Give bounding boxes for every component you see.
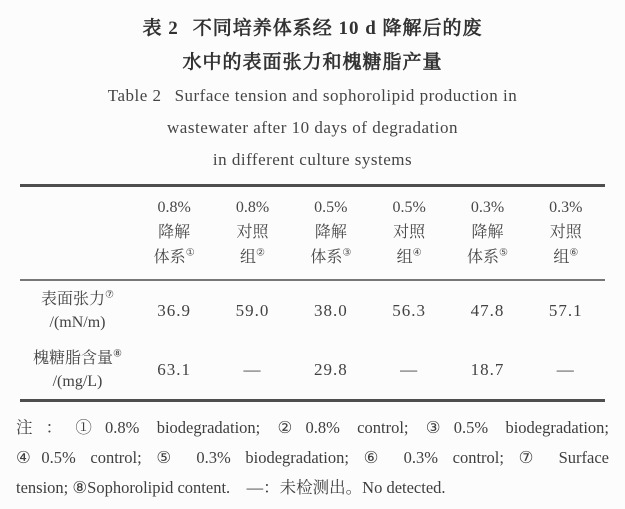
- table-title-en-line3: in different culture systems: [212, 150, 413, 169]
- row2-footnote-mark: ⑧: [113, 348, 122, 360]
- header-stub-cell: [20, 195, 135, 270]
- col1-group: [135, 245, 213, 270]
- table-title-en-text: Surface tension and sophorolipid production in: [174, 86, 518, 105]
- row2-unit: /(mg/L): [52, 372, 103, 390]
- col5-footnote-mark: ⑤: [499, 247, 508, 259]
- table-notes: [16, 413, 609, 503]
- col6-kind: 对照: [549, 224, 582, 241]
- col2-footnote-mark: ②: [256, 247, 265, 259]
- row2-label: [20, 347, 135, 393]
- header-cell-col4: [370, 195, 448, 270]
- col3-footnote-mark: ③: [342, 247, 352, 259]
- value-cell: 18.7: [470, 359, 505, 379]
- table-title-en-line1: [0, 80, 625, 112]
- table-row-sophorolipid: [20, 340, 605, 399]
- col6-percent: 0.3%: [549, 199, 583, 216]
- table-title-zh-line1: [0, 12, 625, 46]
- value-cell: 29.8: [313, 359, 348, 379]
- col2-percent: 0.8%: [235, 199, 270, 216]
- row1-label-text: 表面张力: [41, 290, 106, 308]
- col3-kind: 降解: [314, 224, 347, 241]
- col1-kind: 降解: [158, 224, 191, 241]
- header-cell-col6: [527, 195, 605, 270]
- col4-group-text: 组: [396, 249, 413, 266]
- row2-label-zh: [20, 347, 135, 370]
- value-cell: —: [556, 359, 575, 379]
- col3-percent: 0.5%: [314, 199, 348, 216]
- value-cell: 57.1: [548, 300, 583, 320]
- col5-kind: 降解: [471, 224, 504, 241]
- table-number-zh: 表 2: [142, 18, 179, 39]
- value-cell: 36.9: [157, 300, 192, 320]
- value-cell: 38.0: [313, 300, 348, 320]
- col1-group-text: 体系: [153, 249, 186, 266]
- col2-group-text: 组: [240, 249, 257, 266]
- header-cell-col2: [213, 195, 291, 270]
- table-bottom-rule: [20, 399, 605, 402]
- col6-group-text: 组: [553, 249, 570, 266]
- table-title-zh: [0, 0, 625, 80]
- table-title-en-line2: wastewater after 10 days of degradation: [167, 118, 458, 137]
- note-line-3: tension; ⑧Sophorolipid content. —：未检测出。No detected.: [16, 478, 446, 497]
- row1-label-zh: [20, 288, 135, 311]
- col4-kind: 对照: [393, 224, 426, 241]
- col2-group: [213, 245, 291, 270]
- value-cell: —: [243, 359, 262, 379]
- header-cell-col1: [135, 195, 213, 270]
- col5-percent: 0.3%: [470, 199, 505, 216]
- value-cell: 56.3: [392, 300, 427, 320]
- col4-footnote-mark: ④: [412, 247, 422, 259]
- value-cell: —: [400, 359, 419, 379]
- table-header-row: [20, 187, 605, 279]
- header-cell-col5: [448, 195, 526, 270]
- row1-unit: /(mN/m): [49, 313, 106, 331]
- value-cell: 47.8: [470, 300, 505, 320]
- col3-group-text: 体系: [310, 249, 343, 266]
- note-line-1: 注：①0.8% biodegradation; ②0.8% control; ③0.5% biodegradation;: [16, 418, 609, 437]
- col5-group: [448, 245, 526, 270]
- col1-percent: 0.8%: [157, 199, 191, 216]
- col4-group: [370, 245, 448, 270]
- col1-footnote-mark: ①: [185, 247, 195, 259]
- value-cell: 59.0: [235, 300, 270, 320]
- header-cell-col3: [292, 195, 370, 270]
- row1-footnote-mark: ⑦: [105, 289, 114, 301]
- col3-group: [292, 245, 370, 270]
- col6-group: [527, 245, 605, 270]
- table-title-zh-text: 不同培养体系经 10 d 降解后的废: [192, 18, 483, 39]
- table-title-en: [0, 80, 625, 176]
- col4-percent: 0.5%: [392, 199, 426, 216]
- col5-group-text: 体系: [466, 249, 499, 266]
- data-table: [20, 184, 605, 402]
- value-cell: 63.1: [157, 359, 192, 379]
- note-line-2: ④0.5% control; ⑤ 0.3% biodegradation; ⑥ 0.3% control; ⑦ Surface: [16, 448, 609, 467]
- table-row-surface-tension: [20, 281, 605, 340]
- row2-label-text: 槐糖脂含量: [33, 349, 114, 367]
- col2-kind: 对照: [236, 224, 269, 241]
- table-number-en: Table 2: [107, 86, 162, 105]
- row1-label: [20, 288, 135, 334]
- col6-footnote-mark: ⑥: [569, 247, 579, 259]
- table-title-zh-line2: 水中的表面张力和槐糖脂产量: [182, 52, 443, 73]
